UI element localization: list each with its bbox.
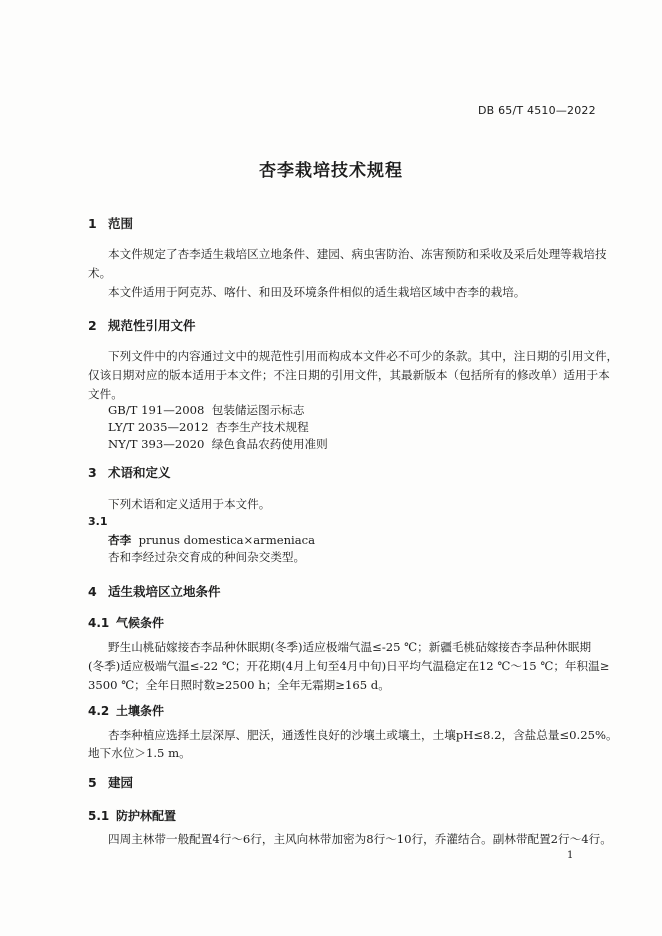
term-definition: 杏和李经过杂交育成的种间杂交类型。 [108, 550, 306, 564]
section-title: 土壤条件 [116, 704, 165, 718]
section-number: 4 [88, 584, 97, 599]
section-title: 规范性引用文件 [108, 318, 196, 333]
paragraph-line: 四周主林带一般配置4行～6行，主风向林带加密为8行～10行，乔灌结合。副林带配置2行～4行。 [108, 832, 612, 846]
reference-code: GB/T 191—2008 [108, 403, 205, 417]
reference-code: NY/T 393—2020 [108, 437, 205, 451]
section-number: 2 [88, 318, 97, 333]
paragraph-line: 文件。 [88, 387, 123, 401]
subsection-4-2-heading [88, 702, 164, 719]
paragraph-line: 下列术语和定义适用于本文件。 [108, 497, 271, 511]
paragraph-line: 3500 ℃；全年日照时数≥2500 h；全年无霜期≥165 d。 [88, 678, 390, 692]
paragraph-line: 杏李种植应选择土层深厚、肥沃，通透性良好的沙壤土或壤土，土壤pH≤8.2，含盐总量≤0.25%。 [108, 728, 618, 742]
reference-item [108, 419, 309, 435]
paragraph-line: 本文件适用于阿克苏、喀什、和田及环境条件相似的适生栽培区域中杏李的栽培。 [108, 285, 526, 299]
section-4-heading [88, 582, 221, 600]
reference-name: 杏李生产技术规程 [215, 420, 309, 434]
term-name: 杏李 [108, 533, 132, 547]
section-5-heading [88, 773, 133, 791]
paragraph-line: 本文件规定了杏李适生栽培区立地条件、建园、病虫害防治、冻害预防和采收及采后处理等栽培技 [108, 247, 607, 261]
paragraph-line: 下列文件中的内容通过文中的规范性引用而构成本文件必不可少的条款。其中，注日期的引用文件， [108, 349, 619, 363]
section-number: 4.2 [88, 704, 110, 718]
reference-name: 包装储运图示标志 [211, 403, 305, 417]
reference-item [108, 402, 304, 418]
subsection-4-1-heading [88, 614, 164, 631]
term-latin: prunus domestica×armeniaca [138, 533, 316, 547]
section-title: 范围 [108, 216, 134, 231]
term-entry [108, 532, 315, 548]
section-number: 1 [88, 216, 97, 231]
paragraph-line: 地下水位＞1.5 m。 [88, 746, 191, 760]
section-number: 5 [88, 775, 97, 790]
section-title: 防护林配置 [116, 809, 177, 823]
section-title: 建园 [108, 775, 134, 790]
section-title: 术语和定义 [108, 465, 171, 480]
term-number: 3.1 [88, 515, 108, 528]
paragraph-line: 术。 [88, 266, 112, 280]
section-number: 5.1 [88, 809, 110, 823]
section-1-heading [88, 214, 133, 232]
subsection-5-1-heading [88, 807, 176, 824]
paragraph-line: (冬季)适应极端气温≤-22 ℃；开花期(4月上旬至4月中旬)日平均气温稳定在12 ℃～15 ℃；年积温≥ [88, 659, 610, 673]
standard-number: DB 65/T 4510—2022 [478, 104, 596, 117]
reference-name: 绿色食品农药使用准则 [211, 437, 328, 451]
section-number: 3 [88, 465, 97, 480]
section-number: 4.1 [88, 616, 110, 630]
section-title: 适生栽培区立地条件 [108, 584, 221, 599]
section-3-heading [88, 463, 171, 481]
paragraph-line: 仅该日期对应的版本适用于本文件；不注日期的引用文件，其最新版本（包括所有的修改单）适用于本 [88, 368, 610, 382]
reference-item [108, 436, 328, 452]
paragraph-line: 野生山桃砧嫁接杏李品种休眠期(冬季)适应极端气温≤-25 ℃；新疆毛桃砧嫁接杏李品种休眠期 [108, 640, 592, 654]
page-number: 1 [567, 850, 574, 861]
document-title: 杏李栽培技术规程 [259, 161, 403, 181]
section-title: 气候条件 [116, 616, 165, 630]
section-2-heading [88, 316, 196, 334]
reference-code: LY/T 2035—2012 [108, 420, 209, 434]
